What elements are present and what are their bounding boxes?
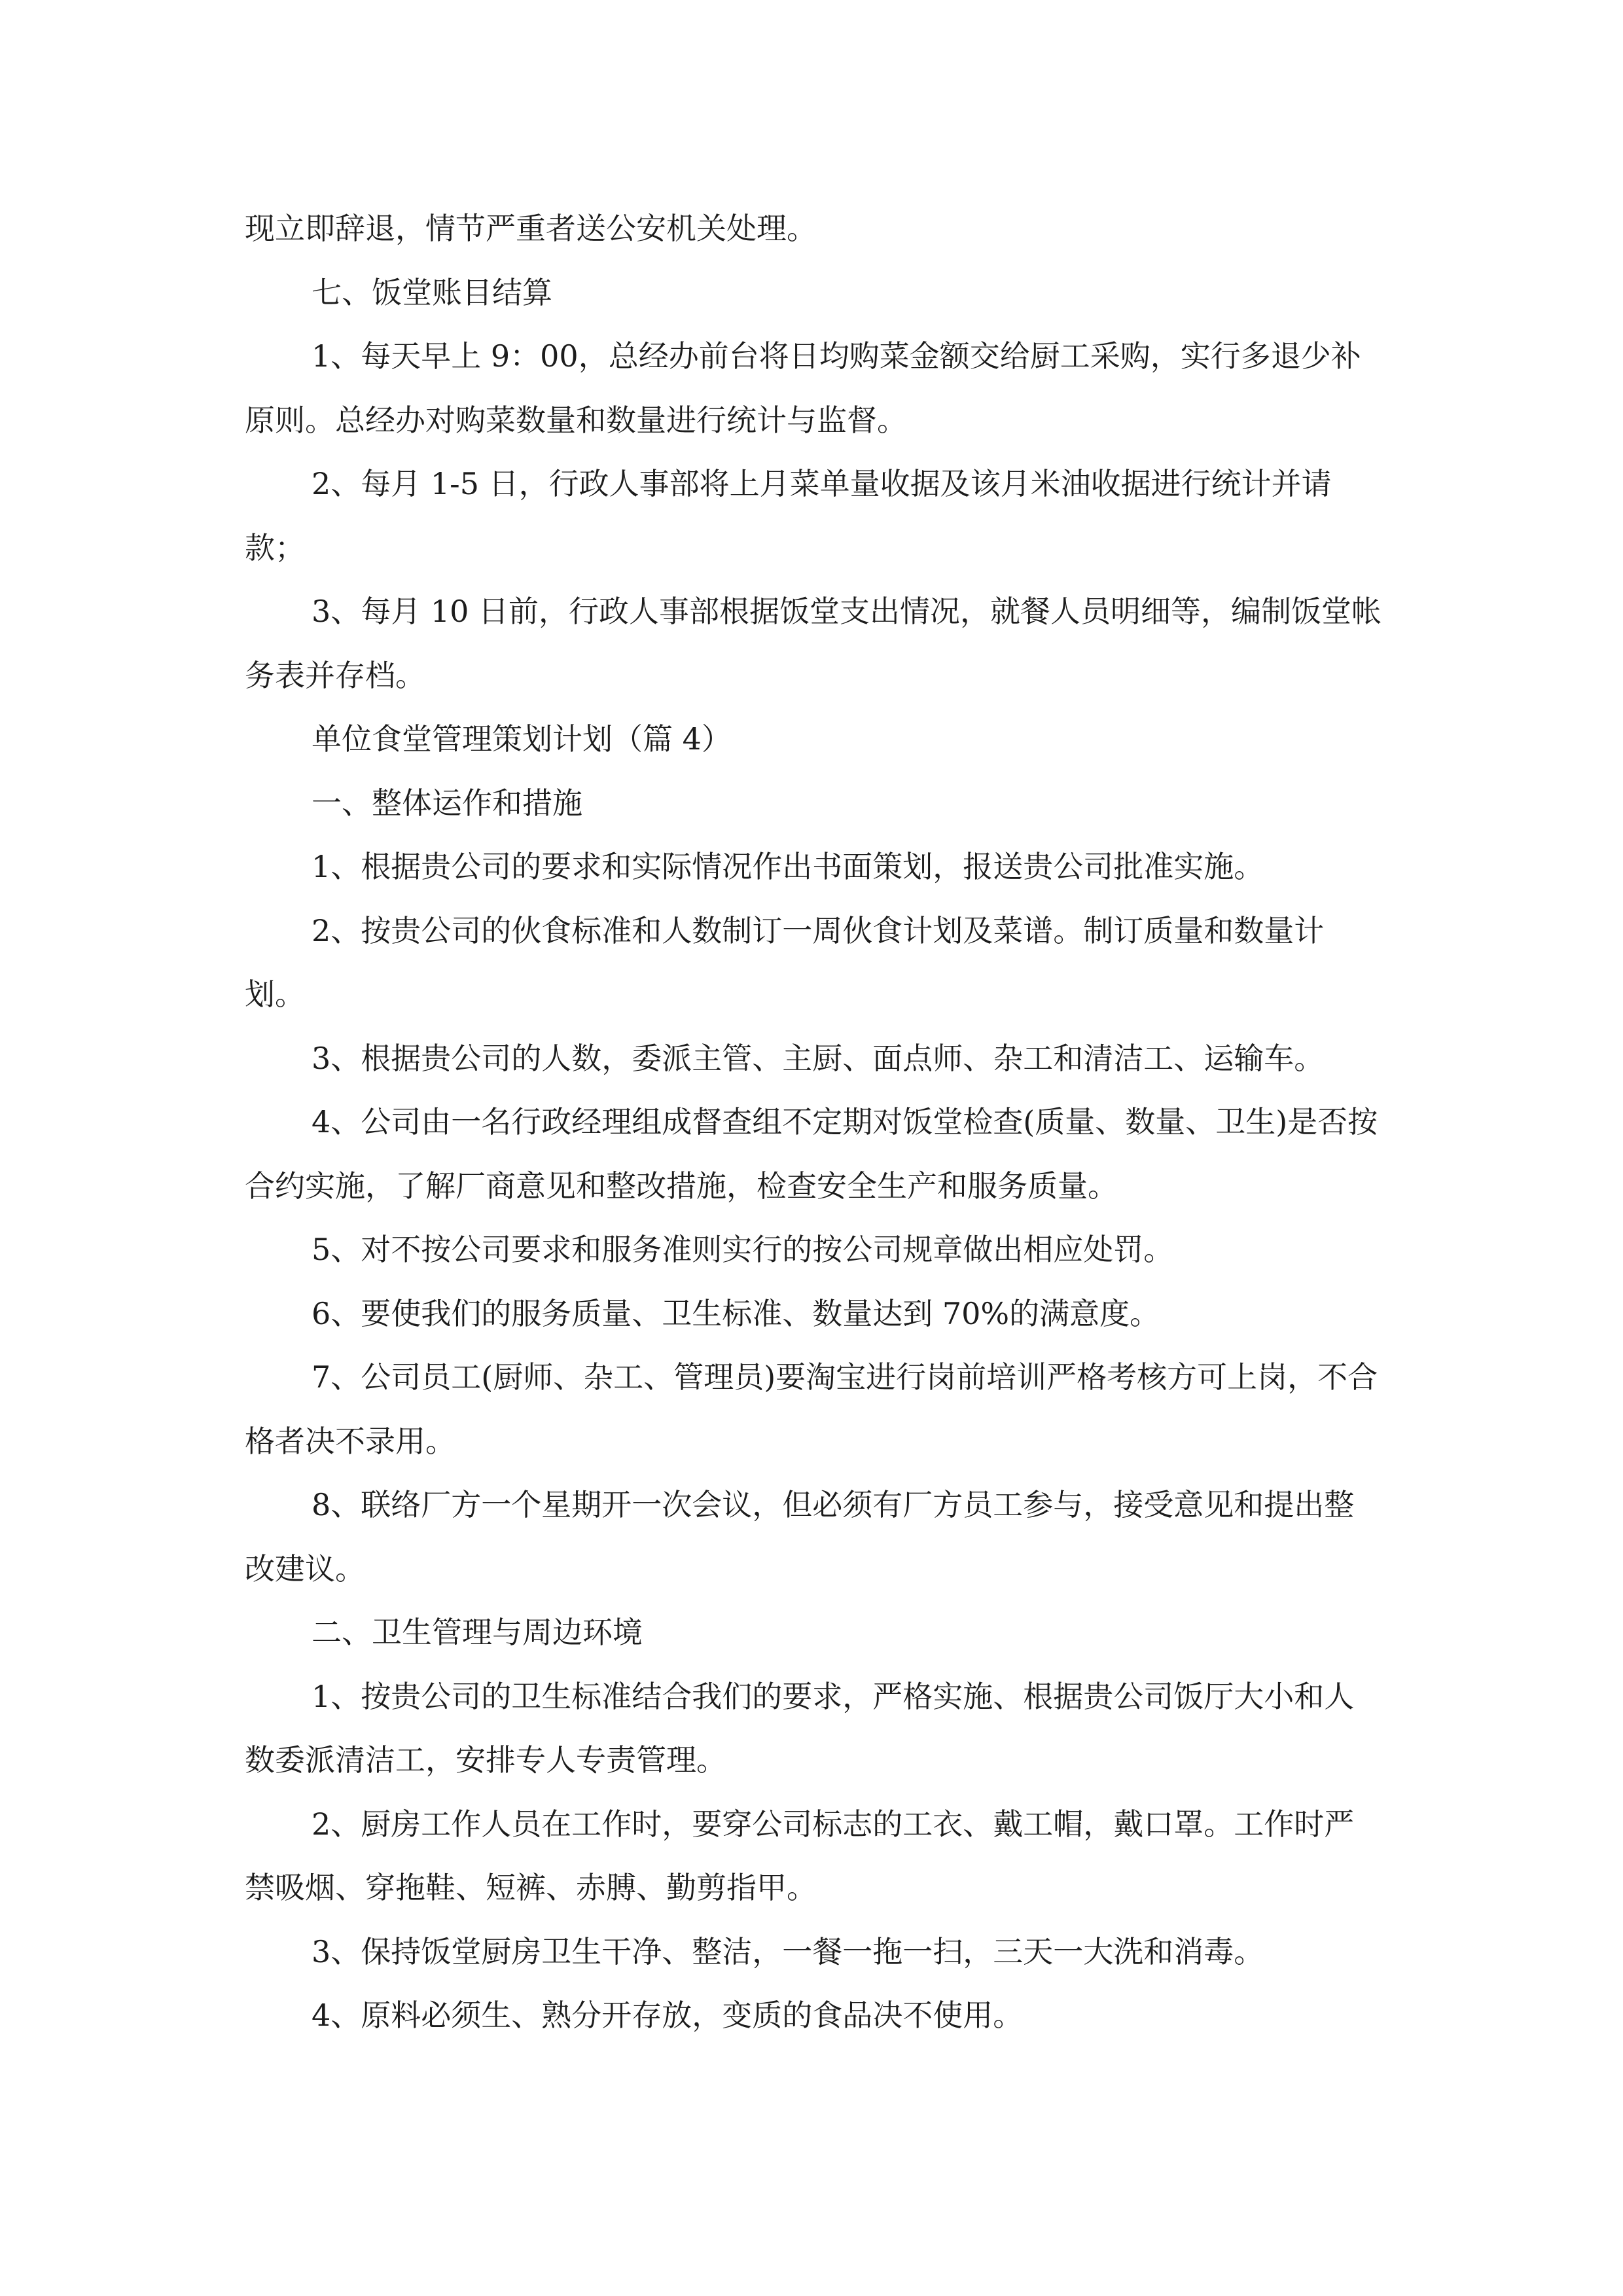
paragraph: 4、原料必须生、熟分开存放，变质的食品决不使用。: [312, 1998, 1024, 2033]
article-title: 单位食堂管理策划计划（篇 4）: [312, 721, 732, 757]
paragraph: 6、要使我们的服务质量、卫生标准、数量达到 70%的满意度。: [312, 1295, 1160, 1331]
paragraph: 7、公司员工(厨师、杂工、管理员)要淘宝进行岗前培训严格考核方可上岗，不合格者决不录用。: [245, 1359, 1378, 1459]
section-heading: 七、饭堂账目结算: [312, 274, 552, 310]
paragraph: 4、公司由一名行政经理组成督查组不定期对饭堂检查(质量、数量、卫生)是否按合约实施，了解厂商意见和整改措施，检查安全生产和服务质量。: [245, 1104, 1378, 1204]
paragraph: 3、根据贵公司的人数，委派主管、主厨、面点师、杂工和清洁工、运输车。: [312, 1040, 1325, 1076]
paragraph: 2、厨房工作人员在工作时，要穿公司标志的工衣、戴工帽，戴口罩。工作时严禁吸烟、穿拖鞋、短裤、赤膊、勤剪指甲。: [245, 1806, 1355, 1905]
paragraph: 8、联络厂方一个星期开一次会议，但必须有厂方员工参与，接受意见和提出整改建议。: [245, 1487, 1355, 1587]
paragraph: 1、每天早上 9：00，总经办前台将日均购菜金额交给厨工采购，实行多退少补原则。总经办对购菜数量和数量进行统计与监督。: [245, 338, 1361, 438]
document-body: [245, 197, 1383, 2048]
paragraph: 2、每月 1-5 日，行政人事部将上月菜单量收据及该月米油收据进行统计并请款；: [245, 466, 1332, 565]
section-heading: 一、整体运作和措施: [312, 785, 582, 821]
paragraph: 3、保持饭堂厨房卫生干净、整洁，一餐一拖一扫，三天一大洗和消毒。: [312, 1933, 1264, 1969]
paragraph: 5、对不按公司要求和服务准则实行的按公司规章做出相应处罚。: [312, 1232, 1174, 1267]
paragraph: 1、按贵公司的卫生标准结合我们的要求，严格实施、根据贵公司饭厅大小和人数委派清洁工，安排专人专责管理。: [245, 1678, 1355, 1778]
paragraph: 3、每月 10 日前，行政人事部根据饭堂支出情况，就餐人员明细等，编制饭堂帐务表并存档。: [245, 594, 1382, 693]
paragraph: 现立即辞退，情节严重者送公安机关处理。: [245, 211, 817, 246]
paragraph: 1、根据贵公司的要求和实际情况作出书面策划，报送贵公司批准实施。: [312, 849, 1264, 884]
section-heading: 二、卫生管理与周边环境: [312, 1615, 643, 1650]
paragraph: 2、按贵公司的伙食标准和人数制订一周伙食计划及菜谱。制订质量和数量计划。: [245, 912, 1325, 1012]
